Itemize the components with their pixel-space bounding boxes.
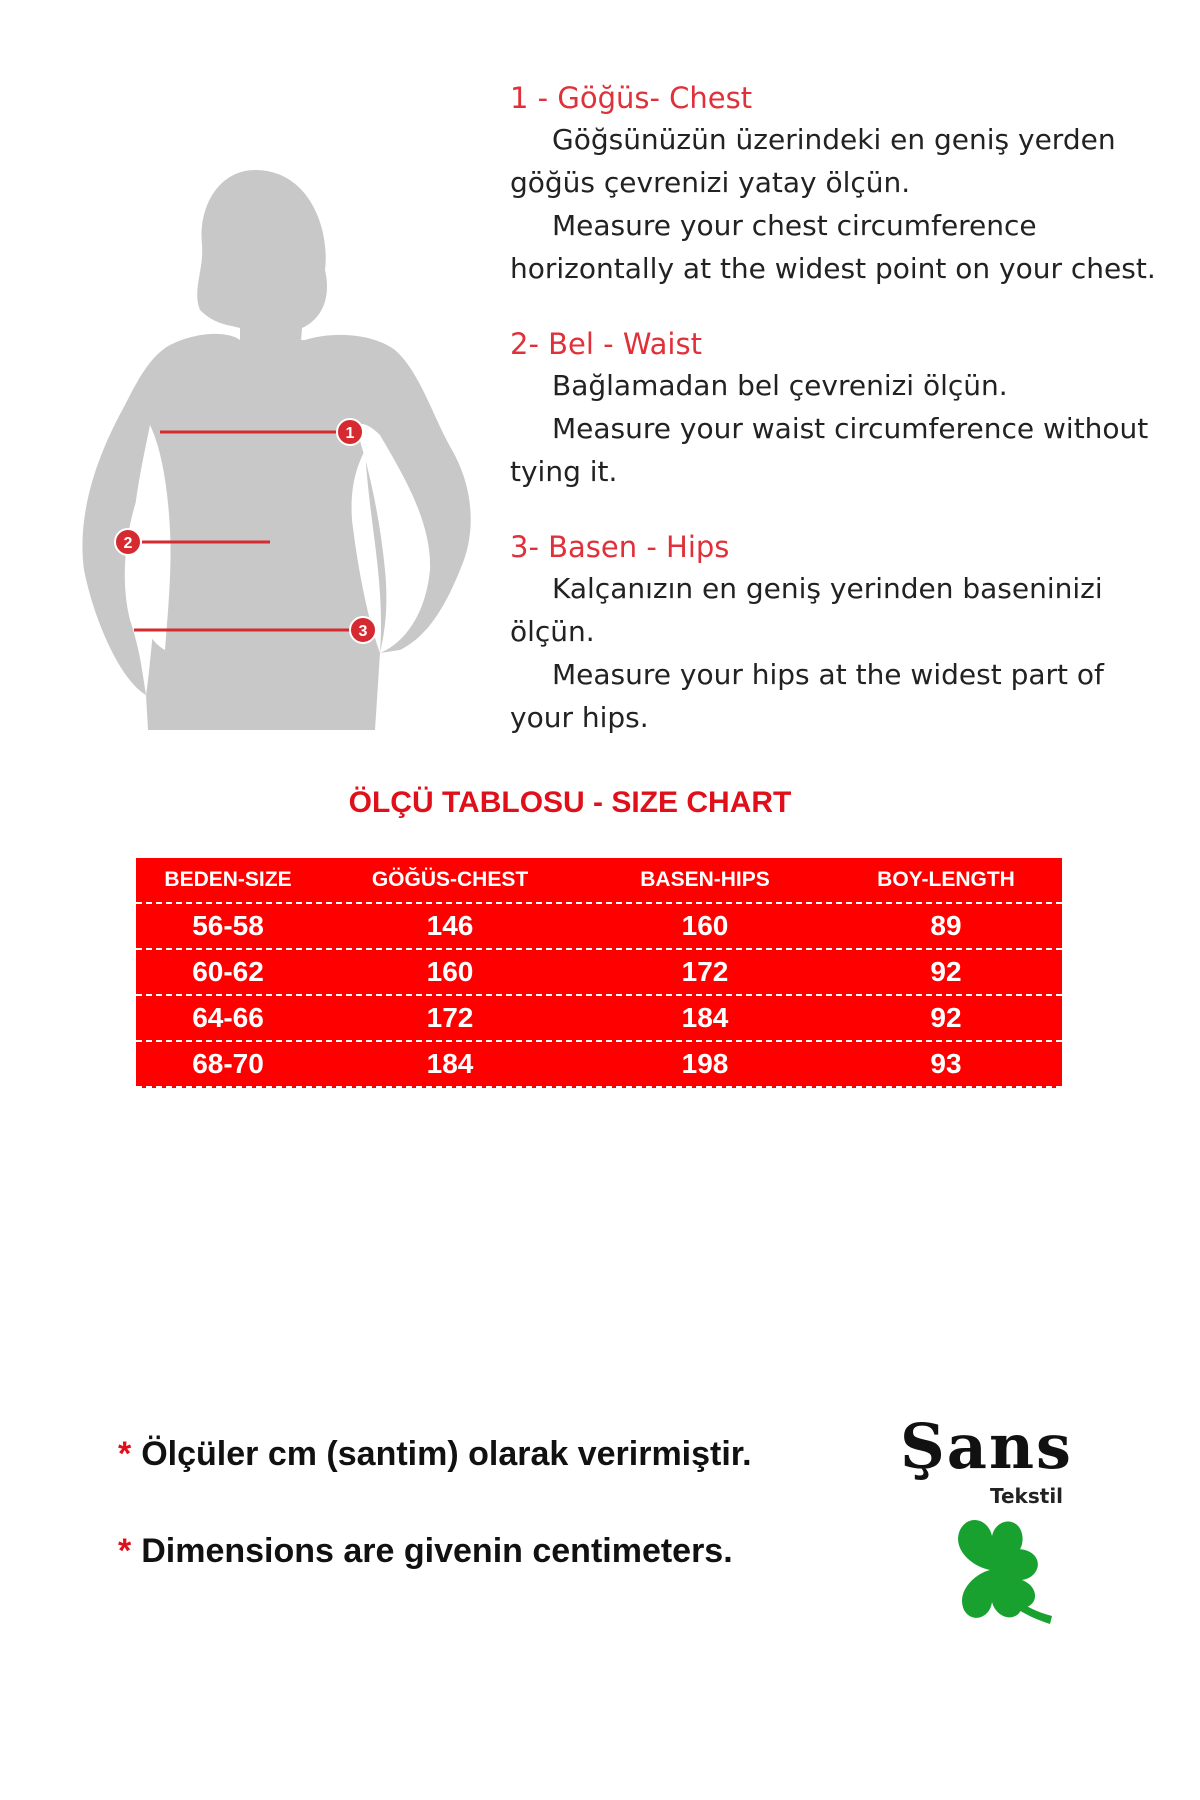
- body-silhouette-figure: [80, 150, 500, 730]
- cell-length: 92: [930, 956, 962, 987]
- cell-chest: 146: [426, 910, 474, 941]
- brand-name: Şans: [900, 1410, 1073, 1483]
- cell-hips: 160: [681, 910, 729, 941]
- svg-text:2: 2: [123, 535, 133, 552]
- svg-text:1: 1: [345, 425, 355, 442]
- notes: [118, 1435, 752, 1629]
- waist-title: 2- Bel - Waist: [510, 327, 702, 361]
- marker-2: [115, 529, 141, 555]
- measurement-instructions: [510, 78, 1170, 773]
- note-text: Ölçüler cm (santim) olarak verirmiştir.: [141, 1435, 752, 1473]
- cell-length: 92: [930, 1002, 962, 1033]
- size-chart-table: [136, 858, 1062, 1088]
- table-row: [136, 904, 1062, 950]
- chest-line-en-2: horizontally at the widest point on your chest.: [510, 252, 1156, 285]
- note-units-en: [118, 1532, 752, 1571]
- waist-instruction: [510, 324, 1170, 493]
- hips-line-tr-1: Kalçanızın en geniş yerinden baseninizi: [552, 572, 1103, 605]
- size-chart-title: ÖLÇÜ TABLOSU - SIZE CHART: [348, 786, 792, 819]
- waist-line-en-1: Measure your waist circumference without: [552, 412, 1149, 445]
- cell-size: 64-66: [192, 1002, 264, 1033]
- asterisk: *: [118, 1435, 132, 1473]
- chest-line-tr-2: göğüs çevrenizi yatay ölçün.: [510, 166, 911, 199]
- cell-chest: 184: [426, 1048, 474, 1079]
- hips-line-en-2: your hips.: [510, 701, 649, 734]
- chest-instruction: [510, 78, 1170, 290]
- cell-hips: 184: [681, 1002, 729, 1033]
- table-row: [136, 950, 1062, 996]
- cell-hips: 198: [681, 1048, 729, 1079]
- brand-logo: [880, 1410, 1100, 1640]
- table-row: [136, 996, 1062, 1042]
- asterisk: *: [118, 1532, 132, 1570]
- note-text: Dimensions are givenin centimeters.: [141, 1532, 733, 1570]
- cell-size: 56-58: [192, 910, 264, 941]
- cell-chest: 160: [426, 956, 474, 987]
- cell-hips: 172: [681, 956, 729, 987]
- cell-size: 60-62: [192, 956, 264, 987]
- table-header-row: [136, 858, 1062, 904]
- silhouette-icon: [80, 150, 500, 730]
- marker-3: [350, 617, 376, 643]
- note-units-tr: [118, 1435, 752, 1474]
- hips-instruction: [510, 527, 1170, 739]
- svg-text:3: 3: [358, 623, 368, 640]
- chest-line-tr-1: Göğsünüzün üzerindeki en geniş yerden: [552, 123, 1116, 156]
- clover-icon: [930, 1508, 1070, 1638]
- header-hips: BASEN-HIPS: [640, 868, 770, 891]
- cell-length: 89: [930, 910, 962, 941]
- chest-title: 1 - Göğüs- Chest: [510, 81, 753, 115]
- waist-line-tr-1: Bağlamadan bel çevrenizi ölçün.: [552, 369, 1008, 402]
- table-row: [136, 1042, 1062, 1088]
- cell-size: 68-70: [192, 1048, 264, 1079]
- header-length: BOY-LENGTH: [877, 868, 1015, 891]
- header-chest: GÖĞÜS-CHEST: [371, 868, 529, 891]
- brand-subtitle: Tekstil: [990, 1484, 1064, 1508]
- hips-line-en-1: Measure your hips at the widest part of: [552, 658, 1104, 691]
- chest-line-en-1: Measure your chest circumference: [552, 209, 1037, 242]
- marker-1: [337, 419, 363, 445]
- cell-chest: 172: [426, 1002, 474, 1033]
- hips-line-tr-2: ölçün.: [510, 615, 595, 648]
- waist-line-en-2: tying it.: [510, 455, 618, 488]
- cell-length: 93: [930, 1048, 962, 1079]
- hips-title: 3- Basen - Hips: [510, 530, 730, 564]
- header-size: BEDEN-SIZE: [164, 868, 292, 891]
